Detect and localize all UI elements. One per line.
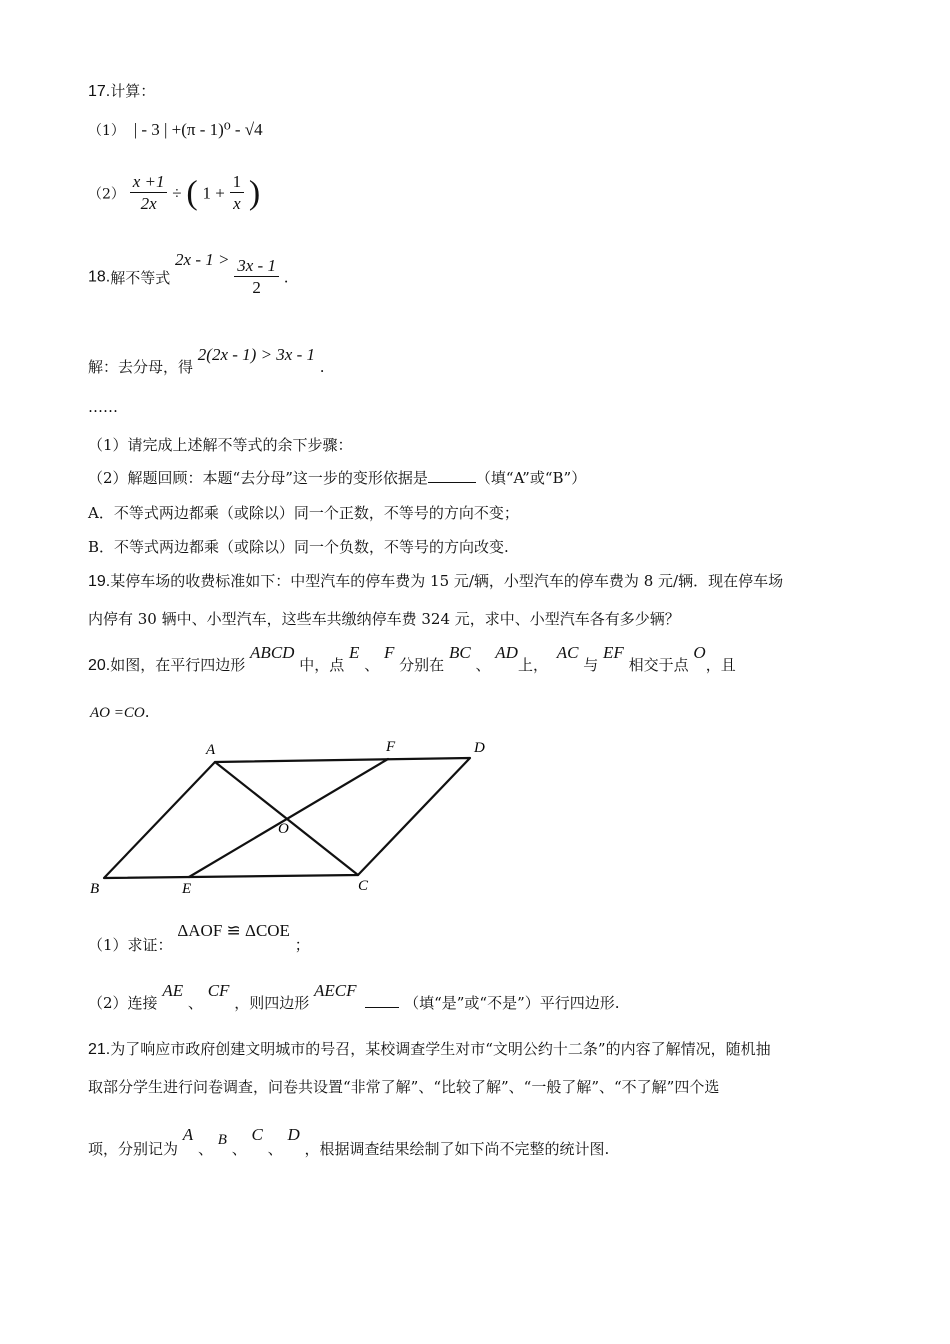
q18-part2-after: （填“A”或“B”） [475, 469, 587, 487]
q21-math-b: B [217, 1132, 227, 1148]
q17-title [88, 80, 155, 101]
q17-part2 [88, 172, 260, 215]
q20-number: 20. [88, 657, 111, 674]
q18-solution-text: 解：去分母，得 [88, 358, 194, 376]
label-o: O [278, 821, 289, 837]
q20-math-bc: BC [448, 643, 471, 662]
label-c: C [358, 878, 369, 894]
q17-p2-inner-denominator: x [233, 194, 241, 213]
q20-p1-label: （1）求证： [88, 936, 173, 954]
label-b: B [90, 881, 100, 897]
q18-number: 18. [88, 268, 111, 286]
q19-line2: 内停有 30 辆中、小型汽车，这些车共缴纳停车费 324 元，求中、小型汽车各有多少辆？ [88, 610, 680, 628]
q17-p2-fraction-denominator: 2x [140, 194, 157, 213]
q17-p2-one: 1 + [202, 183, 225, 203]
q20-math-abcd: ABCD [250, 643, 295, 662]
q20-part1 [88, 920, 310, 954]
q18-part2-text: （2）解题回顾：本题“去分母”这一步的变形依据是 [88, 469, 428, 487]
q21-line3 [88, 1124, 610, 1158]
q17-p2-inner-fraction [230, 172, 245, 215]
q21-line2: 取部分学生进行问卷调查，问卷共设置“非常了解”、“比较了解”、“一般了解”、“不了解”四个选 [88, 1078, 720, 1096]
label-e: E [182, 881, 192, 897]
q20-text-2: 中，点 [299, 656, 345, 674]
q20-text-3: 分别在 [399, 656, 445, 674]
q20-condition-end: . [144, 703, 150, 721]
q17-p2-fraction [130, 172, 168, 215]
q21-sep-1: 、 [197, 1140, 213, 1158]
q20-math-e: E [349, 643, 360, 662]
q20-math-ef: EF [603, 643, 624, 662]
q21-number: 21. [88, 1041, 111, 1058]
q20-text-1: 如图，在平行四边形 [110, 656, 246, 674]
label-a: A [206, 742, 216, 758]
q17-p2-fraction-numerator: x +1 [130, 172, 168, 193]
q20-sep-1: 、 [364, 656, 380, 674]
q18-part1: （1）请完成上述解不等式的余下步骤： [88, 436, 353, 454]
q18-part2 [88, 467, 586, 488]
q18-solution-expression: 2(2x - 1) > 3x - 1 [197, 345, 316, 364]
q20-p2-text: ，则四边形 [234, 994, 310, 1012]
q18-title [88, 250, 289, 299]
q21-sep-3: 、 [267, 1140, 283, 1158]
label-f: F [386, 739, 396, 755]
segment-ef [189, 759, 388, 877]
q17-number: 17. [88, 83, 111, 100]
q21-text-line3a: 项，分别记为 [88, 1140, 179, 1158]
q17-title-text: 计算： [110, 82, 156, 100]
q17-p2-lparen: ( [186, 174, 198, 212]
q20-text-5: 与 [583, 656, 599, 674]
q20-text-7: ，且 [705, 656, 736, 674]
q17-p2-rparen: ) [248, 174, 261, 212]
q18-title-text: 解不等式 [110, 269, 171, 287]
q18-inequality-denominator: 2 [252, 278, 261, 297]
q20-figure [80, 735, 500, 900]
q20-p2-label: （2）连接 [88, 994, 158, 1012]
q19-text-line1: 某停车场的收费标准如下：中型汽车的停车费为 15 元/辆，小型汽车的停车费为 8 元/辆．现在停车场 [110, 572, 784, 590]
q20-sep-2: 、 [475, 656, 491, 674]
q20-p2-cf: CF [207, 981, 230, 1000]
q18-inequality-numerator: 3x - 1 [234, 256, 279, 277]
q21-text-line1: 为了响应市政府创建文明城市的号召，某校调查学生对市“文明公约十二条”的内容了解情况，随机抽 [110, 1040, 771, 1058]
q21-math-c: C [251, 1125, 263, 1144]
q17-p1-expression: | - 3 | +(π - 1)⁰ - √4 [133, 120, 263, 139]
q20-p1-end: ； [294, 936, 310, 954]
q18-inequality-end: . [283, 268, 289, 287]
q18-option-a: A．不等式两边都乘（或除以）同一个正数，不等号的方向不变； [88, 504, 519, 522]
q17-p1-label: （1） [88, 123, 125, 139]
q21-math-d: D [287, 1125, 300, 1144]
q20-math-o: O [693, 643, 706, 662]
q20-text-4: 上， [517, 656, 548, 674]
q18-ellipsis: …… [88, 398, 118, 416]
q20-p2-after: （填“是”或“不是”）平行四边形. [404, 994, 620, 1012]
q20-answer-blank[interactable] [365, 1006, 399, 1008]
q20-p2-ae: AE [162, 981, 184, 1000]
q17-p2-inner-numerator: 1 [230, 172, 245, 193]
q21-text-line3b: ，根据调查结果绘制了如下尚不完整的统计图. [304, 1140, 610, 1158]
q17-p2-label: （2） [88, 186, 125, 203]
q17-part1 [88, 120, 263, 140]
q21-line1 [88, 1038, 771, 1059]
q21-sep-2: 、 [231, 1140, 247, 1158]
q20-p2-sep: 、 [187, 994, 203, 1012]
q18-option-b: B．不等式两边都乘（或除以）同一个负数，不等号的方向改变. [88, 538, 509, 556]
q20-condition-expr: AO =CO [90, 705, 145, 721]
q20-math-ad: AD [495, 643, 518, 662]
q21-math-a: A [182, 1125, 194, 1144]
q20-math-f: F [383, 643, 395, 662]
q19-number: 19. [88, 573, 111, 590]
q20-title [88, 642, 736, 674]
q20-text-6: 相交于点 [628, 656, 689, 674]
q18-inequality-fraction [234, 256, 279, 299]
q20-condition [90, 703, 150, 722]
q20-p2-aecf: AECF [314, 981, 357, 1000]
q18-solution [88, 344, 325, 376]
q20-p1-expression: ΔAOF ≌ ΔCOE [177, 921, 290, 940]
q18-inequality-left: 2x - 1 > [175, 250, 230, 269]
q18-solution-end: . [319, 358, 325, 376]
q20-math-ac: AC [556, 643, 579, 662]
q19-line1 [88, 570, 783, 591]
q17-p2-divide: ÷ [172, 183, 182, 203]
q18-answer-blank[interactable] [428, 481, 476, 483]
q20-part2 [88, 980, 620, 1012]
label-d: D [474, 740, 485, 756]
